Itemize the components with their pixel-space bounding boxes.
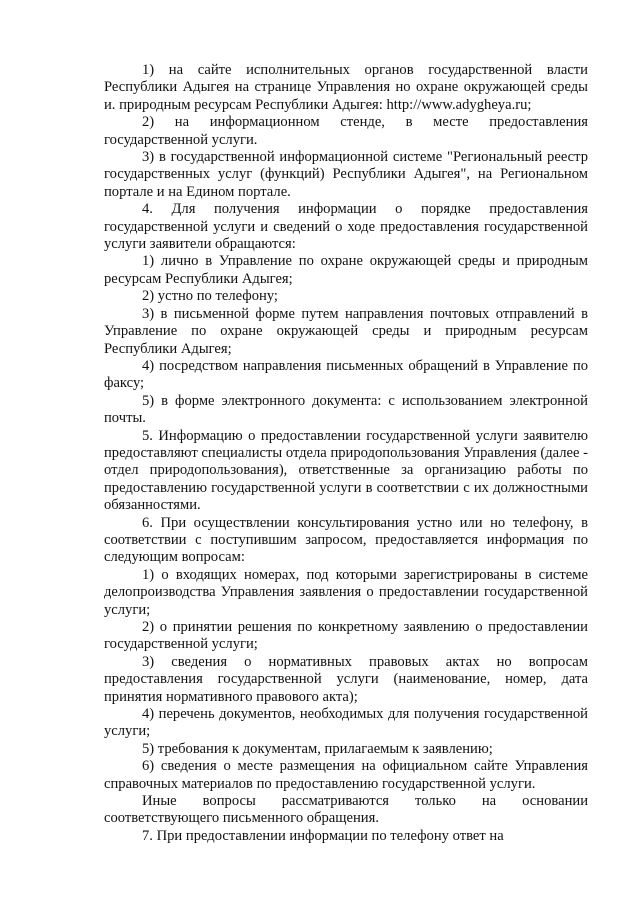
document-page: [104, 62, 588, 845]
paragraph-email: 5) в форме электронного документа: с использованием электронной почты.: [104, 392, 588, 427]
paragraph-site-materials: 6) сведения о месте размещения на официальном сайте Управления справочных материалов по предоставлению государственной услуги.: [104, 758, 588, 792]
paragraph-mail: 3) в письменной форме путем направления почтовых отправлений в Управление по охране окружающей среды и природным ресурсам Республики Адыгея;: [104, 305, 588, 357]
paragraph-section-7: 7. При предоставлении информации по телефону ответ на: [142, 827, 504, 844]
paragraph-requirements: 5) требования к документам, прилагаемым к заявлению;: [142, 740, 493, 757]
paragraph-registry: 3) в государственной информационной системе "Региональный реестр государственных услуг (функций) Республики Адыгея", на Региональном портале и на Едином портале.: [104, 149, 588, 200]
paragraph-other-questions: Иные вопросы рассматриваются только на основании соответствующего письменного обращения.: [104, 793, 588, 827]
paragraph-site: 1) на сайте исполнительных органов государственной власти Республики Адыгея на странице Управления но охране окружающей среды и. природным ресурсам Республики Адыгея: http://www.adygheya.ru;: [104, 62, 588, 113]
paragraph-incoming-numbers: 1) о входящих номерах, под которыми зарегистрированы в системе делопроизводства Управления заявления о предоставлении государственной услуги;: [104, 566, 588, 618]
paragraph-section-6: 6. При осуществлении консультирования устно или но телефону, в соответствии с поступившим запросом, предоставляется информация по следующим вопросам:: [104, 514, 588, 566]
paragraph-normative-acts: 3) сведения о нормативных правовых актах но вопросам предоставления государственной услуги (наименование, номер, дата принятия нормативного правового акта);: [104, 653, 588, 705]
paragraph-in-person: 1) лично в Управление по охране окружающей среды и природным ресурсам Республики Адыгея;: [104, 253, 588, 287]
paragraph-phone: 2) устно по телефону;: [142, 288, 278, 305]
paragraph-fax: 4) посредством направления письменных обращений в Управление по факсу;: [104, 357, 588, 392]
paragraph-decision: 2) о принятии решения по конкретному заявлению о предоставлении государственной услуги;: [104, 619, 588, 653]
paragraph-documents-list: 4) перечень документов, необходимых для получения государственной услуги;: [104, 706, 588, 740]
paragraph-section-5: 5. Информацию о предоставлении государственной услуги заявителю предоставляют специалисты отдела природопользования Управления (далее - отдел природопользования), ответственные за организацию работы по предоставлению государственной услуги в соответствии с их должностными обязанностями.: [104, 427, 588, 514]
paragraph-stand: 2) на информационном стенде, в месте предоставления государственной услуги.: [104, 114, 588, 148]
paragraph-section-4: 4. Для получения информации о порядке предоставления государственной услуги и сведений о ходе предоставления государственной услуги заявители обращаются:: [104, 201, 588, 253]
